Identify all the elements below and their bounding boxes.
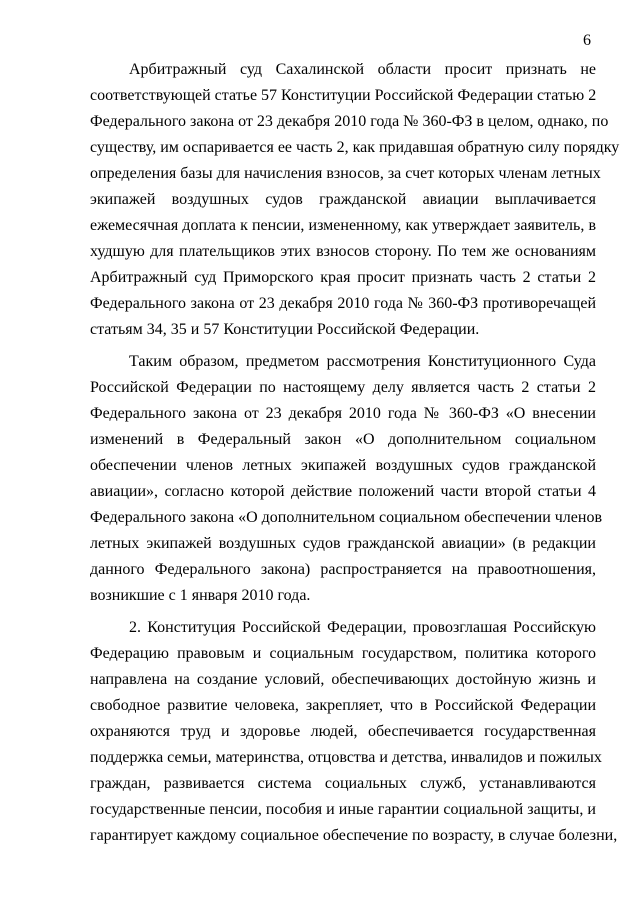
text-line: обеспечении членов летных экипажей воздушных судов гражданской — [90, 457, 596, 474]
text-line: экипажей воздушных судов гражданской авиации выплачивается — [90, 191, 596, 208]
text-line: Таким образом, предметом рассмотрения Конституционного Суда — [129, 353, 596, 370]
text-line: охраняются труд и здоровье людей, обеспечивается государственная — [90, 723, 596, 740]
text-line: граждан, развивается система социальных служб, устанавливаются — [90, 775, 596, 792]
text-line: существу, им оспаривается ее часть 2, как придавшая обратную силу порядку — [90, 139, 620, 156]
text-line: летных экипажей воздушных судов гражданской авиации» (в редакции — [90, 535, 596, 552]
text-line: Арбитражный суд Приморского края просит признать часть 2 статьи 2 — [90, 269, 596, 286]
text-line: направлена на создание условий, обеспечивающих достойную жизнь и — [90, 671, 596, 688]
text-line: соответствующей статье 57 Конституции Российской Федерации статью 2 — [90, 87, 597, 104]
text-line: государственные пенсии, пособия и иные гарантии социальной защиты, и — [90, 801, 596, 818]
paragraph-3 — [90, 615, 618, 849]
text-line: авиации», согласно которой действие положений части второй статьи 4 — [90, 483, 596, 500]
text-line: Федерального закона от 23 декабря 2010 года № 360-ФЗ противоречащей — [90, 295, 596, 312]
text-line: Федерального закона от 23 декабря 2010 года № 360-ФЗ в целом, однако, по — [90, 113, 609, 130]
text-line: изменений в Федеральный закон «О дополнительном социальном — [90, 431, 596, 448]
document-body — [90, 57, 620, 849]
text-line: статьям 34, 35 и 57 Конституции Российской Федерации. — [90, 321, 480, 338]
text-line: худшую для плательщиков этих взносов сторону. По тем же основаниям — [90, 243, 596, 260]
text-line: определения базы для начисления взносов, за счет которых членам летных — [90, 165, 601, 182]
page-number: 6 — [583, 32, 591, 49]
text-line: гарантирует каждому социальное обеспечение по возрасту, в случае болезни, — [90, 827, 618, 844]
text-line: 2. Конституция Российской Федерации, провозглашая Российскую — [129, 619, 596, 636]
text-line: Федерацию правовым и социальным государством, политика которого — [90, 645, 596, 662]
text-line: свободное развитие человека, закрепляет, что в Российской Федерации — [90, 697, 596, 714]
text-line: поддержка семьи, материнства, отцовства и детства, инвалидов и пожилых — [90, 749, 602, 766]
text-line: Федерального закона от 23 декабря 2010 года № 360-ФЗ «О внесении — [90, 405, 596, 422]
paragraph-1 — [90, 57, 620, 343]
paragraph-2 — [90, 349, 602, 609]
text-line: Российской Федерации по настоящему делу является часть 2 статьи 2 — [90, 379, 596, 396]
text-line: ежемесячная доплата к пенсии, измененному, как утверждает заявитель, в — [90, 217, 596, 234]
text-line: Федерального закона «О дополнительном социальном обеспечении членов — [90, 509, 602, 526]
text-line: Арбитражный суд Сахалинской области просит признать не — [129, 61, 596, 78]
text-line: данного Федерального закона) распространяется на правоотношения, — [90, 561, 596, 578]
text-line: возникшие с 1 января 2010 года. — [90, 587, 311, 604]
